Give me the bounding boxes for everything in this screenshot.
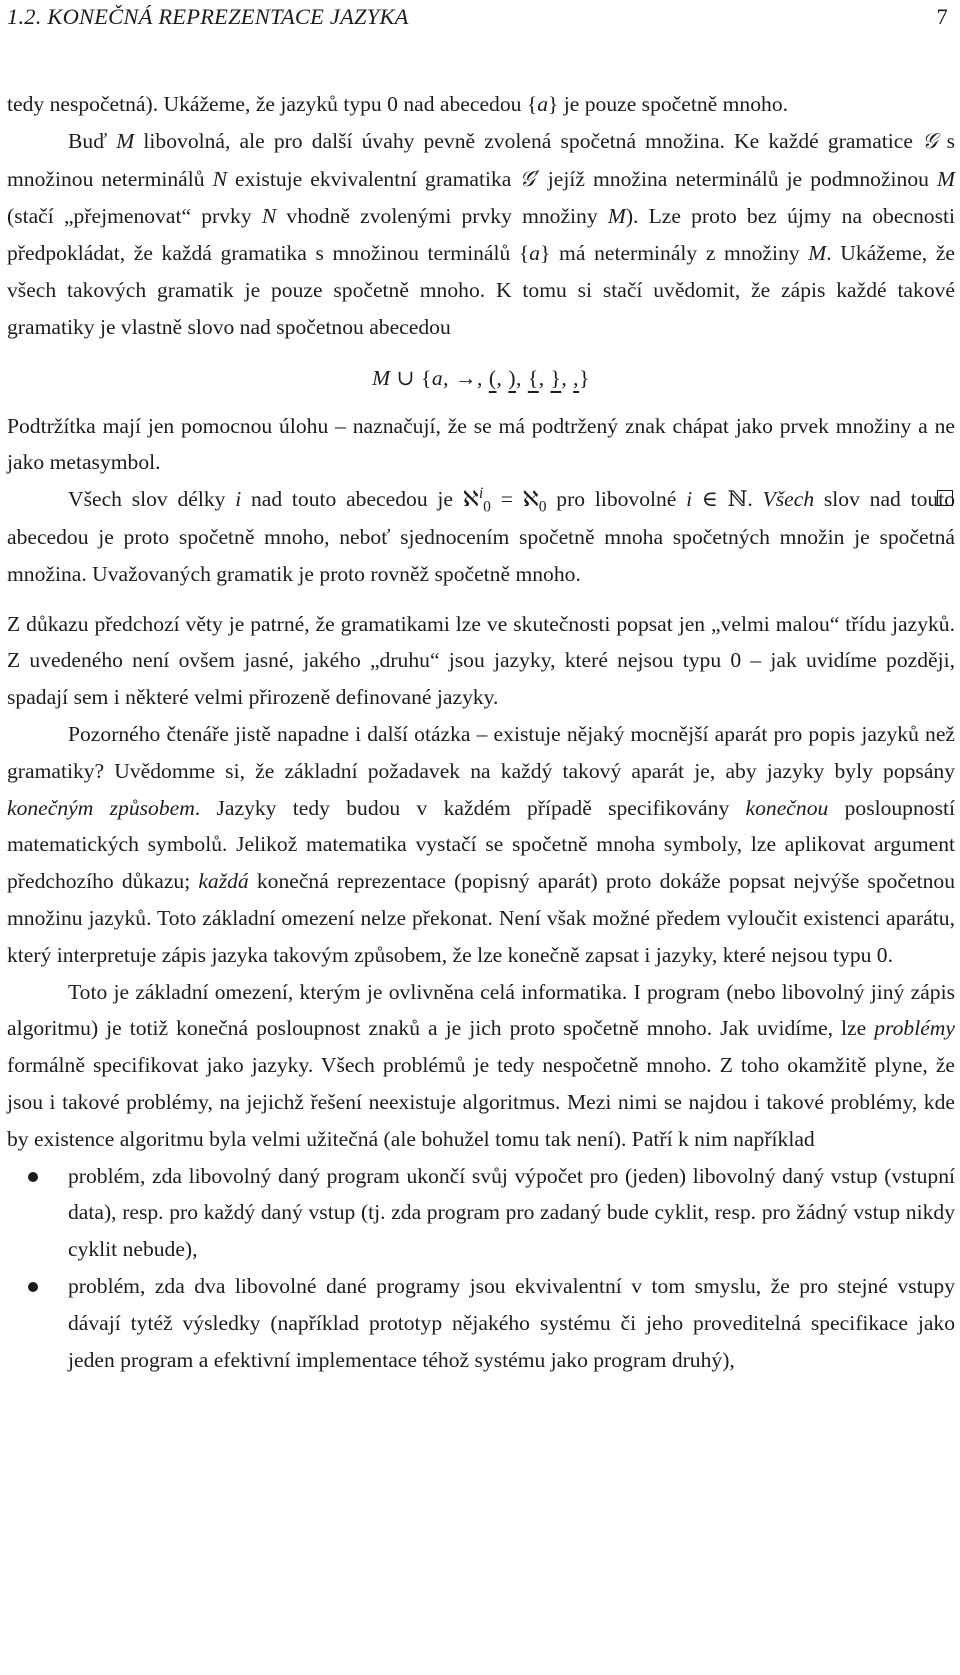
page-number: 7 xyxy=(936,4,948,29)
list-item: problém, zda dva libovolné dané programy jsou ekvivalentní v tom smyslu, že pro stejné vstupy dávají tytéž výsledky (například prototyp nějakého systému či jeho proveditelná specifikace jako jeden program a efektivní implementace téhož systému jako program druhý), xyxy=(7,1268,955,1378)
problem-list xyxy=(7,1158,955,1379)
bullet-icon xyxy=(28,1172,38,1182)
paragraph-6: Pozorného čtenáře jistě napadne i další otázka – existuje nějaký mocnější aparát pro popis jazyků než gramatiky? Uvědomme si, že základní požadavek na každý takový aparát je, aby jazyky byly popsány konečným způsobem. Jazyky tedy budou v každém případě specifikovány konečnou posloupností matematických symbolů. Jelikož matematika vystačí se spočetně mnoha symboly, lze aplikovat argument předchozího důkazu; každá konečná reprezentace (popisný aparát) proto dokáže popsat nejvýše spočetnou množinu jazyků. Toto základní omezení nelze překonat. Není však možné předem vyloučit existenci aparátu, který interpretuje zápis jazyka takovým způsobem, že lze konečně zapsat i jazyky, které nejsou typu 0. xyxy=(7,721,955,967)
qed-square-icon xyxy=(937,490,953,506)
paragraph-proof-1: tedy nespočetná). Ukážeme, že jazyků typu 0 nad abecedou {a} je pouze spočetně mnoho. xyxy=(7,92,789,116)
page-body xyxy=(7,86,955,1378)
paragraph-underscore-note: Podtržítka mají jen pomocnou úlohu – naznačují, že se má podtržený znak chápat jako prvek množiny a ne jako metasymbol. xyxy=(7,413,955,475)
display-formula: M ∪ {a, →, (, ), {, }, ,} xyxy=(372,365,590,390)
running-title: 1.2. KONEČNÁ REPREZENTACE JAZYKA xyxy=(7,4,409,29)
list-item: problém, zda libovolný daný program ukončí svůj výpočet pro (jeden) libovolný daný vstup (vstupní data), resp. pro každý daný vstup (tj. zda program pro zadaný bude cyklit, resp. pro žádný vstup nikdy cyklit nebude), xyxy=(7,1158,955,1268)
paragraph-5: Z důkazu předchozí věty je patrné, že gramatikami lze ve skutečnosti popsat jen „velmi malou“ třídu jazyků. Z uvedeného není ovšem jasné, jakého „druhu“ jsou jazyky, které nejsou typu 0 – jak uvidíme později, spadají sem i některé velmi přirozeně definované jazyky. xyxy=(7,611,955,710)
page-header xyxy=(7,4,948,34)
paragraph-7: Toto je základní omezení, kterým je ovlivněna celá informatika. I program (nebo libovolný jiný zápis algoritmu) je totiž konečná posloupnost znaků a je jich proto spočetně mnoho. Jak uvidíme, lze problémy formálně specifikovat jako jazyky. Všech problémů je tedy nespočetně mnoho. Z toho okamžitě plyne, že jsou i takové problémy, na jejichž řešení neexistuje algoritmus. Mezi nimi se najdou i takové problémy, kde by existence algoritmu byla velmi užitečná (ale bohužel tomu tak není). Patří k nim například xyxy=(7,979,955,1151)
paragraph-proof-2: Buď M libovolná, ale pro další úvahy pevně zvolená spočetná množina. Ke každé gramatice 𝒢 s množinou neterminálů N existuje ekvivalentní gramatika 𝒢′ jejíž množina neterminálů je podmnožinou M (stačí „přejmenovat“ prvky N vhodně zvolenými prvky množiny M). Lze proto bez újmy na obecnosti předpokládat, že každá gramatika s množinou terminálů {a} má neterminály z množiny M. Ukážeme, že všech takových gramatik je pouze spočetně mnoho. K tomu si stačí uvědomit, že zápis každé takové gramatiky je vlastně slovo nad spočetnou abecedou xyxy=(7,128,955,339)
paragraph-proof-conclusion: Všech slov délky i nad touto abecedou je ℵ$^i_0$ = ℵ$_0$ pro libovolné i ∈ ℕ. Všech slov nad touto abecedou je proto spočetně mnoho, neboť sjednocením spočetně mnoha spočetných množin je spočetná množina. Uvažovaných gramatik je proto rovněž spočetně mnoho. xyxy=(7,484,955,586)
bullet-icon xyxy=(28,1282,38,1292)
